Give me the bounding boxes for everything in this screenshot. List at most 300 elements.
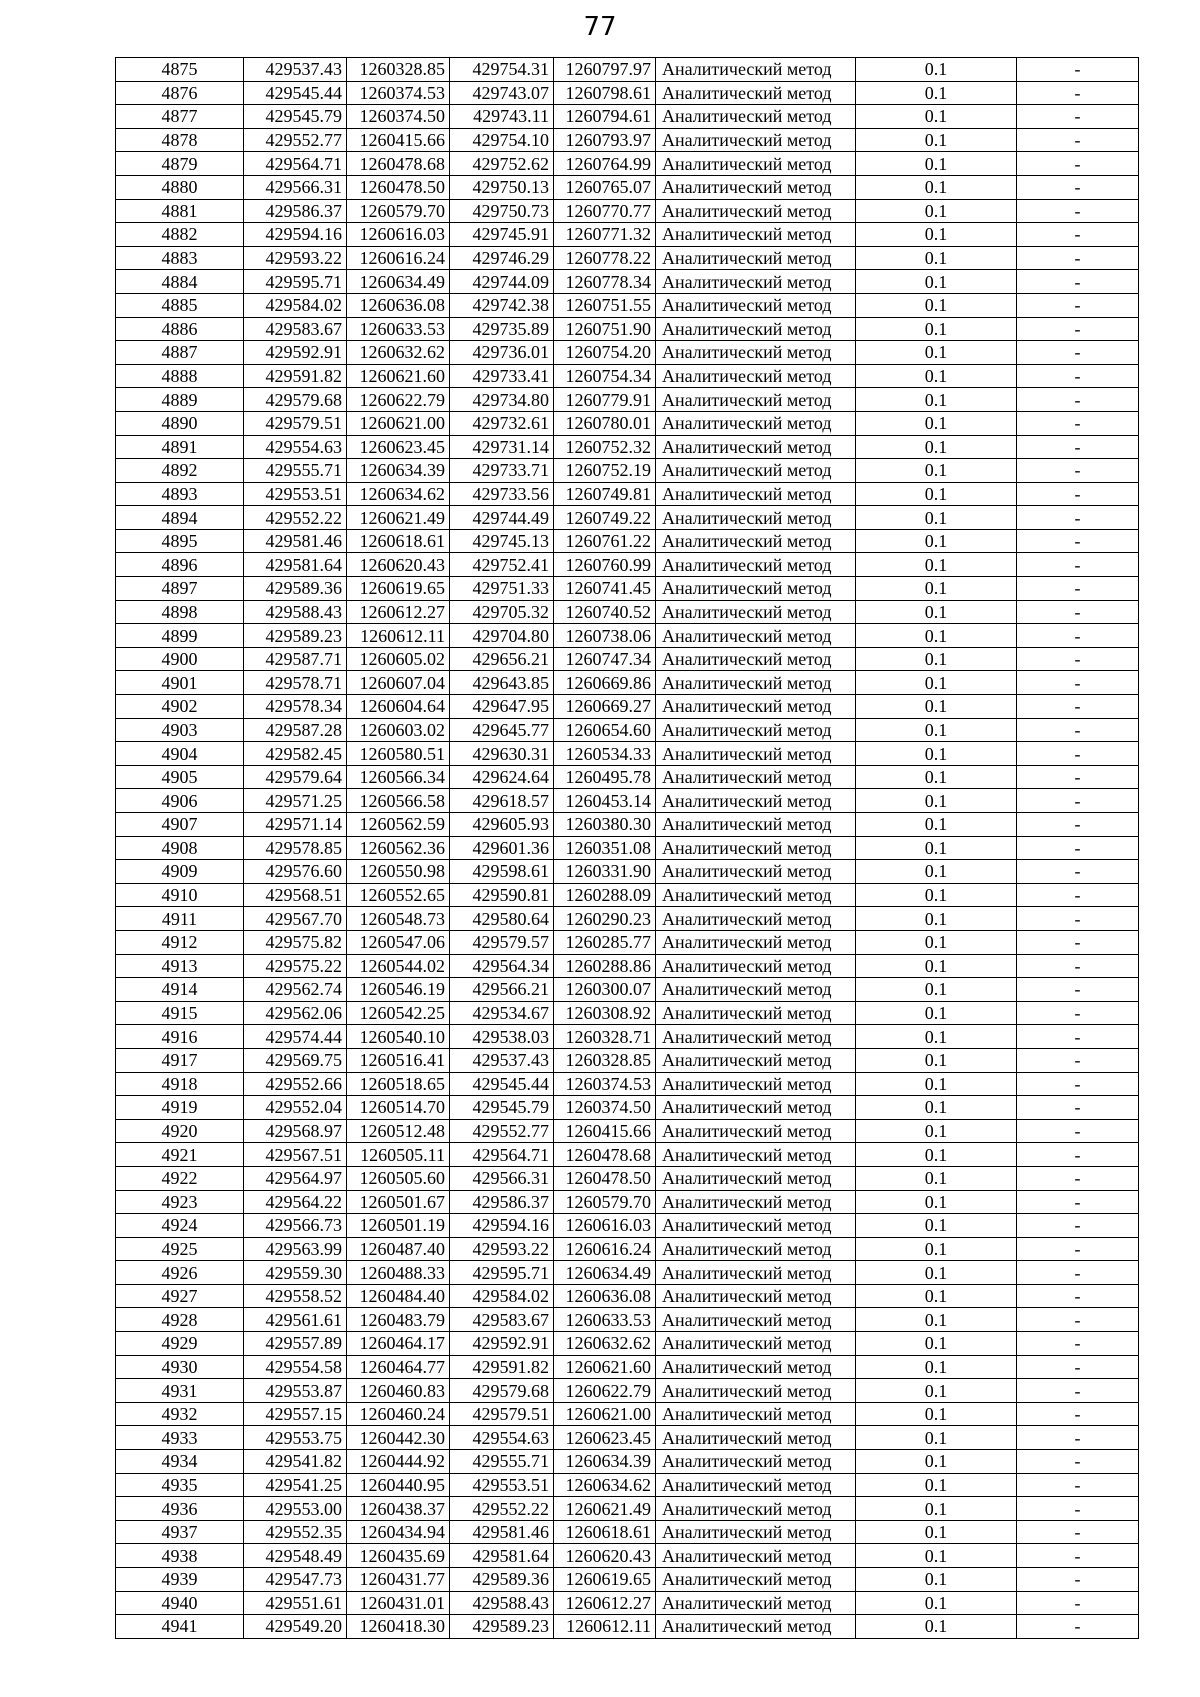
- x2-cell: 429751.33: [450, 577, 554, 601]
- table-row: [116, 695, 1139, 719]
- point-number-cell: 4875: [116, 58, 244, 82]
- note-cell: -: [1017, 1284, 1139, 1308]
- accuracy-cell: 0.1: [856, 647, 1017, 671]
- y2-cell: 1260634.39: [554, 1450, 656, 1474]
- note-cell: -: [1017, 1426, 1139, 1450]
- point-number-cell: 4931: [116, 1379, 244, 1403]
- note-cell: -: [1017, 1497, 1139, 1521]
- y2-cell: 1260534.33: [554, 742, 656, 766]
- y2-cell: 1260374.53: [554, 1072, 656, 1096]
- x2-cell: 429733.41: [450, 364, 554, 388]
- point-number-cell: 4909: [116, 860, 244, 884]
- y2-cell: 1260290.23: [554, 907, 656, 931]
- accuracy-cell: 0.1: [856, 1450, 1017, 1474]
- accuracy-cell: 0.1: [856, 1308, 1017, 1332]
- x2-cell: 429545.44: [450, 1072, 554, 1096]
- y1-cell: 1260612.27: [347, 600, 450, 624]
- point-number-cell: 4925: [116, 1237, 244, 1261]
- y1-cell: 1260512.48: [347, 1119, 450, 1143]
- method-cell: Аналитический метод: [656, 1520, 856, 1544]
- method-cell: Аналитический метод: [656, 482, 856, 506]
- x1-cell: 429537.43: [244, 58, 347, 82]
- accuracy-cell: 0.1: [856, 1355, 1017, 1379]
- x2-cell: 429555.71: [450, 1450, 554, 1474]
- accuracy-cell: 0.1: [856, 883, 1017, 907]
- y1-cell: 1260619.65: [347, 577, 450, 601]
- point-number-cell: 4911: [116, 907, 244, 931]
- method-cell: Аналитический метод: [656, 246, 856, 270]
- y1-cell: 1260633.53: [347, 317, 450, 341]
- method-cell: Аналитический метод: [656, 1048, 856, 1072]
- y1-cell: 1260623.45: [347, 435, 450, 459]
- y1-cell: 1260547.06: [347, 930, 450, 954]
- accuracy-cell: 0.1: [856, 1568, 1017, 1592]
- table-row: [116, 1048, 1139, 1072]
- table-body: [116, 58, 1139, 1639]
- y1-cell: 1260460.24: [347, 1402, 450, 1426]
- accuracy-cell: 0.1: [856, 553, 1017, 577]
- table-row: [116, 1166, 1139, 1190]
- note-cell: -: [1017, 1048, 1139, 1072]
- method-cell: Аналитический метод: [656, 128, 856, 152]
- y1-cell: 1260562.59: [347, 813, 450, 837]
- accuracy-cell: 0.1: [856, 577, 1017, 601]
- method-cell: Аналитический метод: [656, 1237, 856, 1261]
- y2-cell: 1260285.77: [554, 930, 656, 954]
- y1-cell: 1260544.02: [347, 954, 450, 978]
- point-number-cell: 4923: [116, 1190, 244, 1214]
- x1-cell: 429587.28: [244, 718, 347, 742]
- method-cell: Аналитический метод: [656, 695, 856, 719]
- coordinates-table: [115, 57, 1139, 1639]
- x2-cell: 429594.16: [450, 1214, 554, 1238]
- note-cell: -: [1017, 883, 1139, 907]
- y2-cell: 1260612.11: [554, 1615, 656, 1639]
- point-number-cell: 4891: [116, 435, 244, 459]
- table-row: [116, 1143, 1139, 1167]
- y2-cell: 1260632.62: [554, 1332, 656, 1356]
- accuracy-cell: 0.1: [856, 954, 1017, 978]
- table-row: [116, 1591, 1139, 1615]
- note-cell: -: [1017, 789, 1139, 813]
- method-cell: Аналитический метод: [656, 81, 856, 105]
- x1-cell: 429578.34: [244, 695, 347, 719]
- note-cell: -: [1017, 860, 1139, 884]
- point-number-cell: 4880: [116, 175, 244, 199]
- x2-cell: 429618.57: [450, 789, 554, 813]
- x2-cell: 429742.38: [450, 293, 554, 317]
- table-row: [116, 1379, 1139, 1403]
- accuracy-cell: 0.1: [856, 1190, 1017, 1214]
- table-row: [116, 671, 1139, 695]
- accuracy-cell: 0.1: [856, 1379, 1017, 1403]
- x1-cell: 429554.58: [244, 1355, 347, 1379]
- note-cell: -: [1017, 364, 1139, 388]
- method-cell: Аналитический метод: [656, 1214, 856, 1238]
- method-cell: Аналитический метод: [656, 978, 856, 1002]
- accuracy-cell: 0.1: [856, 1048, 1017, 1072]
- accuracy-cell: 0.1: [856, 529, 1017, 553]
- table-row: [116, 1001, 1139, 1025]
- note-cell: -: [1017, 813, 1139, 837]
- table-row: [116, 105, 1139, 129]
- accuracy-cell: 0.1: [856, 671, 1017, 695]
- point-number-cell: 4913: [116, 954, 244, 978]
- table-row: [116, 577, 1139, 601]
- x1-cell: 429552.04: [244, 1096, 347, 1120]
- accuracy-cell: 0.1: [856, 836, 1017, 860]
- table-row: [116, 435, 1139, 459]
- accuracy-cell: 0.1: [856, 624, 1017, 648]
- method-cell: Аналитический метод: [656, 907, 856, 931]
- table-row: [116, 317, 1139, 341]
- x1-cell: 429553.87: [244, 1379, 347, 1403]
- y1-cell: 1260374.53: [347, 81, 450, 105]
- accuracy-cell: 0.1: [856, 813, 1017, 837]
- x1-cell: 429563.99: [244, 1237, 347, 1261]
- y2-cell: 1260633.53: [554, 1308, 656, 1332]
- note-cell: -: [1017, 930, 1139, 954]
- point-number-cell: 4912: [116, 930, 244, 954]
- method-cell: Аналитический метод: [656, 1001, 856, 1025]
- point-number-cell: 4924: [116, 1214, 244, 1238]
- note-cell: -: [1017, 317, 1139, 341]
- table-row: [116, 1237, 1139, 1261]
- accuracy-cell: 0.1: [856, 600, 1017, 624]
- note-cell: -: [1017, 105, 1139, 129]
- method-cell: Аналитический метод: [656, 1072, 856, 1096]
- x2-cell: 429579.68: [450, 1379, 554, 1403]
- accuracy-cell: 0.1: [856, 695, 1017, 719]
- method-cell: Аналитический метод: [656, 1284, 856, 1308]
- method-cell: Аналитический метод: [656, 860, 856, 884]
- x2-cell: 429538.03: [450, 1025, 554, 1049]
- y1-cell: 1260440.95: [347, 1473, 450, 1497]
- y2-cell: 1260621.00: [554, 1402, 656, 1426]
- y1-cell: 1260478.68: [347, 152, 450, 176]
- note-cell: -: [1017, 1190, 1139, 1214]
- note-cell: -: [1017, 1119, 1139, 1143]
- y1-cell: 1260620.43: [347, 553, 450, 577]
- accuracy-cell: 0.1: [856, 364, 1017, 388]
- x1-cell: 429552.22: [244, 506, 347, 530]
- x2-cell: 429744.49: [450, 506, 554, 530]
- point-number-cell: 4921: [116, 1143, 244, 1167]
- y2-cell: 1260752.32: [554, 435, 656, 459]
- x2-cell: 429564.34: [450, 954, 554, 978]
- table-row: [116, 860, 1139, 884]
- y1-cell: 1260484.40: [347, 1284, 450, 1308]
- y1-cell: 1260418.30: [347, 1615, 450, 1639]
- y2-cell: 1260798.61: [554, 81, 656, 105]
- note-cell: -: [1017, 742, 1139, 766]
- x1-cell: 429583.67: [244, 317, 347, 341]
- table-row: [116, 1119, 1139, 1143]
- y1-cell: 1260580.51: [347, 742, 450, 766]
- accuracy-cell: 0.1: [856, 765, 1017, 789]
- note-cell: -: [1017, 81, 1139, 105]
- point-number-cell: 4935: [116, 1473, 244, 1497]
- table-row: [116, 175, 1139, 199]
- x2-cell: 429566.21: [450, 978, 554, 1002]
- accuracy-cell: 0.1: [856, 930, 1017, 954]
- x2-cell: 429595.71: [450, 1261, 554, 1285]
- table-row: [116, 529, 1139, 553]
- y1-cell: 1260435.69: [347, 1544, 450, 1568]
- x2-cell: 429601.36: [450, 836, 554, 860]
- accuracy-cell: 0.1: [856, 128, 1017, 152]
- x1-cell: 429567.51: [244, 1143, 347, 1167]
- point-number-cell: 4908: [116, 836, 244, 860]
- method-cell: Аналитический метод: [656, 199, 856, 223]
- method-cell: Аналитический метод: [656, 647, 856, 671]
- method-cell: Аналитический метод: [656, 1591, 856, 1615]
- point-number-cell: 4878: [116, 128, 244, 152]
- point-number-cell: 4890: [116, 411, 244, 435]
- y2-cell: 1260621.49: [554, 1497, 656, 1521]
- point-number-cell: 4929: [116, 1332, 244, 1356]
- x2-cell: 429593.22: [450, 1237, 554, 1261]
- method-cell: Аналитический метод: [656, 789, 856, 813]
- accuracy-cell: 0.1: [856, 1544, 1017, 1568]
- x1-cell: 429564.22: [244, 1190, 347, 1214]
- y2-cell: 1260741.45: [554, 577, 656, 601]
- x1-cell: 429561.61: [244, 1308, 347, 1332]
- y2-cell: 1260478.50: [554, 1166, 656, 1190]
- note-cell: -: [1017, 1308, 1139, 1332]
- y2-cell: 1260778.34: [554, 270, 656, 294]
- accuracy-cell: 0.1: [856, 1473, 1017, 1497]
- x2-cell: 429736.01: [450, 341, 554, 365]
- y2-cell: 1260634.62: [554, 1473, 656, 1497]
- accuracy-cell: 0.1: [856, 1166, 1017, 1190]
- y2-cell: 1260495.78: [554, 765, 656, 789]
- y2-cell: 1260300.07: [554, 978, 656, 1002]
- method-cell: Аналитический метод: [656, 836, 856, 860]
- note-cell: -: [1017, 1072, 1139, 1096]
- method-cell: Аналитический метод: [656, 388, 856, 412]
- table-row: [116, 1450, 1139, 1474]
- table-row: [116, 1426, 1139, 1450]
- note-cell: -: [1017, 270, 1139, 294]
- x1-cell: 429581.64: [244, 553, 347, 577]
- method-cell: Аналитический метод: [656, 58, 856, 82]
- method-cell: Аналитический метод: [656, 742, 856, 766]
- y1-cell: 1260546.19: [347, 978, 450, 1002]
- x1-cell: 429589.23: [244, 624, 347, 648]
- x1-cell: 429557.89: [244, 1332, 347, 1356]
- y2-cell: 1260779.91: [554, 388, 656, 412]
- x2-cell: 429584.02: [450, 1284, 554, 1308]
- method-cell: Аналитический метод: [656, 1332, 856, 1356]
- point-number-cell: 4904: [116, 742, 244, 766]
- y2-cell: 1260669.27: [554, 695, 656, 719]
- x1-cell: 429578.71: [244, 671, 347, 695]
- point-number-cell: 4939: [116, 1568, 244, 1592]
- y1-cell: 1260431.01: [347, 1591, 450, 1615]
- method-cell: Аналитический метод: [656, 293, 856, 317]
- accuracy-cell: 0.1: [856, 1332, 1017, 1356]
- method-cell: Аналитический метод: [656, 1166, 856, 1190]
- y1-cell: 1260438.37: [347, 1497, 450, 1521]
- x1-cell: 429588.43: [244, 600, 347, 624]
- accuracy-cell: 0.1: [856, 1096, 1017, 1120]
- method-cell: Аналитический метод: [656, 1568, 856, 1592]
- method-cell: Аналитический метод: [656, 624, 856, 648]
- note-cell: -: [1017, 1096, 1139, 1120]
- x2-cell: 429643.85: [450, 671, 554, 695]
- y1-cell: 1260442.30: [347, 1426, 450, 1450]
- x1-cell: 429579.68: [244, 388, 347, 412]
- method-cell: Аналитический метод: [656, 1190, 856, 1214]
- point-number-cell: 4927: [116, 1284, 244, 1308]
- x1-cell: 429558.52: [244, 1284, 347, 1308]
- point-number-cell: 4902: [116, 695, 244, 719]
- method-cell: Аналитический метод: [656, 1615, 856, 1639]
- accuracy-cell: 0.1: [856, 1119, 1017, 1143]
- x2-cell: 429579.57: [450, 930, 554, 954]
- x2-cell: 429731.14: [450, 435, 554, 459]
- x2-cell: 429580.64: [450, 907, 554, 931]
- x1-cell: 429589.36: [244, 577, 347, 601]
- accuracy-cell: 0.1: [856, 1497, 1017, 1521]
- accuracy-cell: 0.1: [856, 1025, 1017, 1049]
- note-cell: -: [1017, 1591, 1139, 1615]
- x2-cell: 429705.32: [450, 600, 554, 624]
- note-cell: -: [1017, 978, 1139, 1002]
- x1-cell: 429592.91: [244, 341, 347, 365]
- y1-cell: 1260616.03: [347, 223, 450, 247]
- point-number-cell: 4934: [116, 1450, 244, 1474]
- point-number-cell: 4895: [116, 529, 244, 553]
- accuracy-cell: 0.1: [856, 1237, 1017, 1261]
- table-row: [116, 1473, 1139, 1497]
- x1-cell: 429566.31: [244, 175, 347, 199]
- table-row: [116, 647, 1139, 671]
- y2-cell: 1260738.06: [554, 624, 656, 648]
- y1-cell: 1260562.36: [347, 836, 450, 860]
- method-cell: Аналитический метод: [656, 954, 856, 978]
- method-cell: Аналитический метод: [656, 1426, 856, 1450]
- y2-cell: 1260478.68: [554, 1143, 656, 1167]
- accuracy-cell: 0.1: [856, 1591, 1017, 1615]
- method-cell: Аналитический метод: [656, 341, 856, 365]
- note-cell: -: [1017, 1001, 1139, 1025]
- x2-cell: 429583.67: [450, 1308, 554, 1332]
- method-cell: Аналитический метод: [656, 105, 856, 129]
- accuracy-cell: 0.1: [856, 152, 1017, 176]
- note-cell: -: [1017, 435, 1139, 459]
- point-number-cell: 4933: [116, 1426, 244, 1450]
- accuracy-cell: 0.1: [856, 246, 1017, 270]
- table-row: [116, 1025, 1139, 1049]
- y2-cell: 1260669.86: [554, 671, 656, 695]
- accuracy-cell: 0.1: [856, 459, 1017, 483]
- table-row: [116, 1308, 1139, 1332]
- method-cell: Аналитический метод: [656, 930, 856, 954]
- x2-cell: 429592.91: [450, 1332, 554, 1356]
- x1-cell: 429549.20: [244, 1615, 347, 1639]
- note-cell: -: [1017, 1402, 1139, 1426]
- table-row: [116, 482, 1139, 506]
- accuracy-cell: 0.1: [856, 341, 1017, 365]
- x1-cell: 429547.73: [244, 1568, 347, 1592]
- y1-cell: 1260621.00: [347, 411, 450, 435]
- x2-cell: 429581.64: [450, 1544, 554, 1568]
- x2-cell: 429537.43: [450, 1048, 554, 1072]
- y1-cell: 1260566.58: [347, 789, 450, 813]
- y1-cell: 1260483.79: [347, 1308, 450, 1332]
- method-cell: Аналитический метод: [656, 1119, 856, 1143]
- table-row: [116, 270, 1139, 294]
- y1-cell: 1260542.25: [347, 1001, 450, 1025]
- x2-cell: 429553.51: [450, 1473, 554, 1497]
- point-number-cell: 4897: [116, 577, 244, 601]
- table-row: [116, 742, 1139, 766]
- y2-cell: 1260751.90: [554, 317, 656, 341]
- y1-cell: 1260604.64: [347, 695, 450, 719]
- y1-cell: 1260605.02: [347, 647, 450, 671]
- method-cell: Аналитический метод: [656, 1261, 856, 1285]
- point-number-cell: 4906: [116, 789, 244, 813]
- table-row: [116, 1402, 1139, 1426]
- note-cell: -: [1017, 1355, 1139, 1379]
- x1-cell: 429578.85: [244, 836, 347, 860]
- point-number-cell: 4932: [116, 1402, 244, 1426]
- method-cell: Аналитический метод: [656, 1143, 856, 1167]
- y1-cell: 1260464.77: [347, 1355, 450, 1379]
- y1-cell: 1260552.65: [347, 883, 450, 907]
- x1-cell: 429541.25: [244, 1473, 347, 1497]
- x1-cell: 429557.15: [244, 1402, 347, 1426]
- accuracy-cell: 0.1: [856, 1261, 1017, 1285]
- method-cell: Аналитический метод: [656, 1473, 856, 1497]
- y2-cell: 1260749.81: [554, 482, 656, 506]
- y2-cell: 1260619.65: [554, 1568, 656, 1592]
- accuracy-cell: 0.1: [856, 1214, 1017, 1238]
- y1-cell: 1260618.61: [347, 529, 450, 553]
- x1-cell: 429584.02: [244, 293, 347, 317]
- table-row: [116, 1284, 1139, 1308]
- y1-cell: 1260603.02: [347, 718, 450, 742]
- table-row: [116, 1544, 1139, 1568]
- point-number-cell: 4894: [116, 506, 244, 530]
- note-cell: -: [1017, 1025, 1139, 1049]
- x1-cell: 429576.60: [244, 860, 347, 884]
- y2-cell: 1260612.27: [554, 1591, 656, 1615]
- table-row: [116, 1190, 1139, 1214]
- y2-cell: 1260771.32: [554, 223, 656, 247]
- accuracy-cell: 0.1: [856, 860, 1017, 884]
- y1-cell: 1260374.50: [347, 105, 450, 129]
- table-row: [116, 1615, 1139, 1639]
- accuracy-cell: 0.1: [856, 1143, 1017, 1167]
- note-cell: -: [1017, 58, 1139, 82]
- y2-cell: 1260328.85: [554, 1048, 656, 1072]
- method-cell: Аналитический метод: [656, 435, 856, 459]
- x2-cell: 429734.80: [450, 388, 554, 412]
- table-row: [116, 1332, 1139, 1356]
- point-number-cell: 4899: [116, 624, 244, 648]
- method-cell: Аналитический метод: [656, 506, 856, 530]
- note-cell: -: [1017, 647, 1139, 671]
- x1-cell: 429566.73: [244, 1214, 347, 1238]
- y1-cell: 1260540.10: [347, 1025, 450, 1049]
- accuracy-cell: 0.1: [856, 1402, 1017, 1426]
- table-row: [116, 789, 1139, 813]
- y1-cell: 1260636.08: [347, 293, 450, 317]
- y2-cell: 1260752.19: [554, 459, 656, 483]
